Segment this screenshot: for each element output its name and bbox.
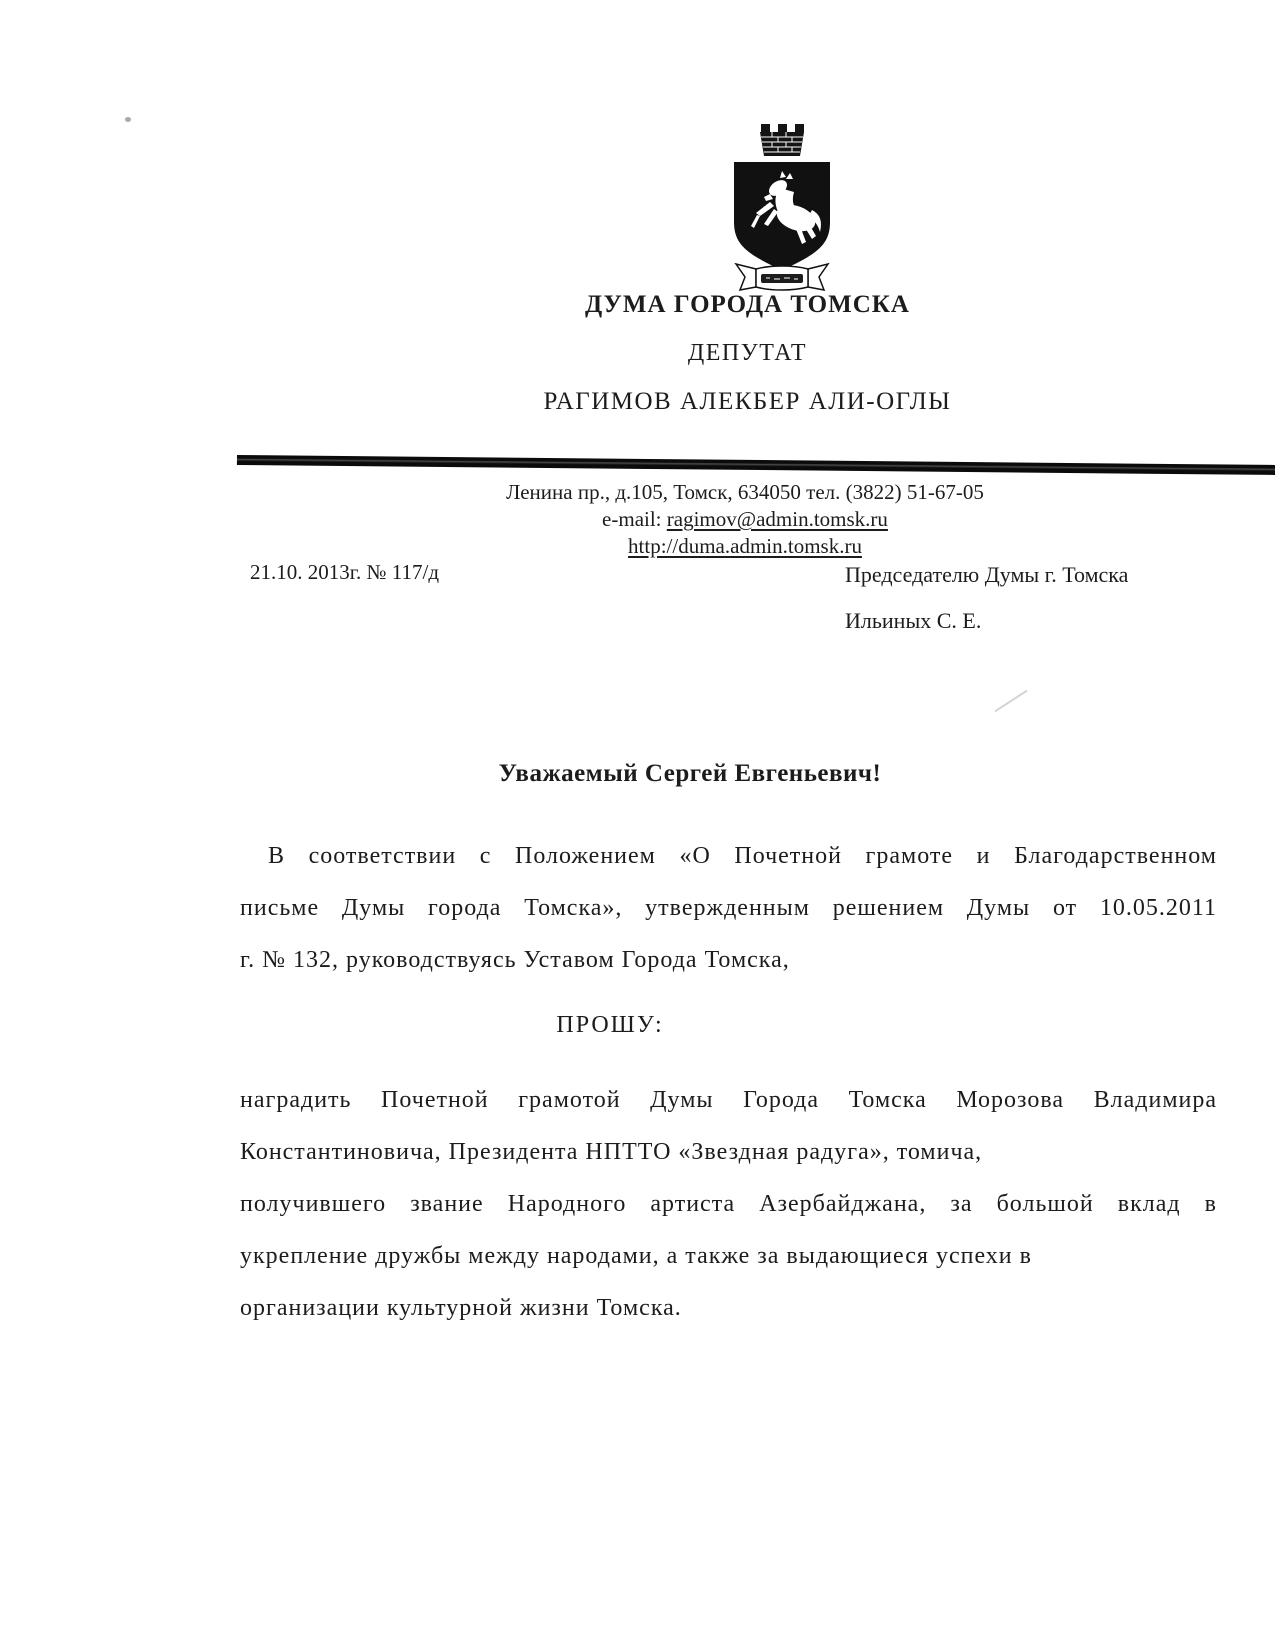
addressee-name: Ильиных С. Е. [845, 608, 982, 633]
scan-speck [125, 117, 131, 122]
website-url: http://duma.admin.tomsk.ru [628, 534, 862, 558]
email-label: e-mail: [602, 507, 667, 531]
paragraph1-line1: В соответствии с Положением «О Почетной грамоте и Благодарственном [268, 843, 1217, 869]
crown-icon [760, 124, 804, 156]
paragraph1-line2: письме Думы города Томска», утвержденным решением Думы от 10.05.2011 [240, 895, 1217, 921]
contact-block [240, 479, 1250, 560]
paragraph2-line2: Константиновича, Президента НПТТО «Звездная радуга», томича, [240, 1139, 983, 1165]
deputy-title: ДЕПУТАТ [687, 340, 808, 366]
scan-scratch-mark [995, 690, 1028, 712]
contact-email-line [240, 506, 1250, 533]
ribbon-icon [736, 264, 828, 290]
paragraph2-line4: укрепление дружбы между народами, а также за выдающиеся успехи в [240, 1243, 1032, 1269]
paragraph2-line3: получившего звание Народного артиста Азербайджана, за большой вклад в [240, 1191, 1217, 1217]
organization-name: ДУМА ГОРОДА ТОМСКА [585, 291, 910, 318]
reference-date-number: 21.10. 2013г. № 117/д [250, 560, 440, 584]
deputy-name: РАГИМОВ АЛЕКБЕР АЛИ-ОГЛЫ [543, 388, 952, 415]
email-address: ragimov@admin.tomsk.ru [666, 507, 888, 531]
paragraph2-line1: наградить Почетной грамотой Думы Города Томска Морозова Владимира [240, 1087, 1217, 1113]
body-paragraph-2 [240, 1074, 1217, 1334]
tomsk-coat-of-arms-icon [726, 116, 838, 292]
contact-address-phone: Ленина пр., д.105, Томск, 634050 тел. (3822) 51-67-05 [506, 480, 984, 504]
paragraph1-line3: г. № 132, руководствуясь Уставом Города Томска, [240, 947, 790, 973]
contact-website [240, 533, 1250, 560]
addressee-title: Председателю Думы г. Томска [845, 562, 1129, 587]
body-paragraph-1 [240, 830, 1217, 986]
letterhead-divider-rule [237, 455, 1275, 475]
salutation-line: Уважаемый Сергей Евгеньевич! [498, 760, 882, 787]
request-heading: ПРОШУ: [556, 1012, 664, 1038]
paragraph2-line5: организации культурной жизни Томска. [240, 1295, 682, 1321]
